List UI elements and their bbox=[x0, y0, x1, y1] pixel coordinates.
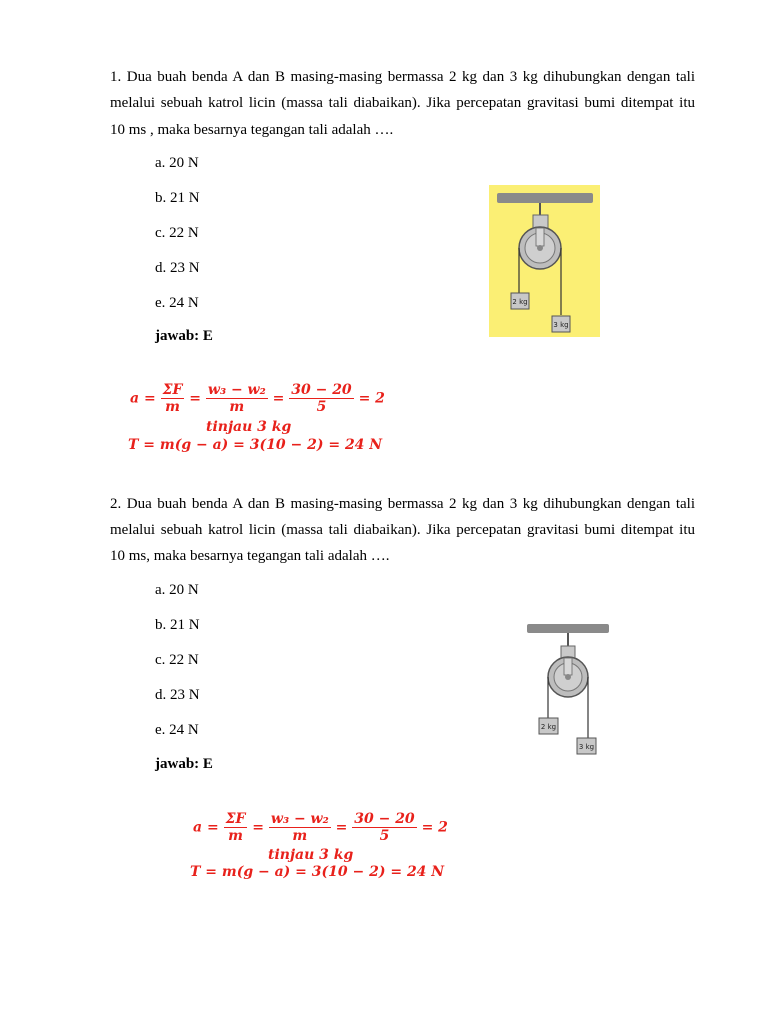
fraction-denominator: m bbox=[292, 828, 308, 844]
question-2-note: tinjau 3 kg bbox=[268, 847, 354, 863]
question-1-line-2: melalui sebuah katrol licin (massa tali diabaikan). Jika percepatan gravitasi bumi ditempat itu bbox=[110, 95, 695, 111]
question-1-note: tinjau 3 kg bbox=[206, 419, 292, 435]
question-2-option-a: a. 20 N bbox=[155, 582, 199, 598]
question-2-pulley-figure bbox=[524, 620, 612, 758]
question-2-line-2: melalui sebuah katrol licin (massa tali diabaikan). Jika percepatan gravitasi bumi ditempat itu bbox=[110, 522, 695, 538]
formula-fraction-weights bbox=[206, 382, 268, 415]
question-1-pulley-figure bbox=[489, 185, 600, 337]
question-2-mass-label-small: 2 kg bbox=[540, 723, 557, 731]
formula-a-lhs: a = bbox=[130, 390, 156, 407]
question-1-mass-label-large: 3 kg bbox=[553, 321, 569, 329]
question-2-tension-formula: T = m(g − a) = 3(10 − 2) = 24 N bbox=[190, 864, 445, 880]
question-1-option-d: d. 23 N bbox=[155, 260, 200, 276]
formula-fraction-weights bbox=[269, 811, 331, 844]
formula-a-result: = 2 bbox=[358, 390, 385, 407]
question-2-line-1: 2. Dua buah benda A dan B masing-masing bermassa 2 kg dan 3 kg dihubungkan dengan tali bbox=[110, 496, 695, 512]
formula-fraction-sum-force bbox=[161, 382, 185, 415]
question-2-acceleration-formula: a = $\frac{\Sigma F}{m}$ = $\frac{\text{w₃ − w₂}}{m}$ = $\frac{30 - 20}{5}$ = 2 bbox=[193, 811, 448, 844]
question-1-answer: jawab: E bbox=[155, 328, 213, 344]
formula-a-lhs: a = bbox=[193, 819, 219, 836]
fraction-denominator: m bbox=[228, 828, 243, 844]
question-1-option-e: e. 24 N bbox=[155, 295, 199, 311]
fraction-numerator: 30 − 20 bbox=[291, 382, 352, 398]
question-1-line-1: 1. Dua buah benda A dan B masing-masing bermassa 2 kg dan 3 kg dihubungkan dengan tali bbox=[110, 69, 695, 85]
fraction-numerator: w₃ − w₂ bbox=[207, 382, 266, 398]
formula-a-result: = 2 bbox=[421, 819, 448, 836]
question-1-acceleration-formula: a = $\frac{\Sigma F}{m}$ = $\frac{\text{w₃ − w₂}}{m}$ = $\frac{30 - 20}{5}$ = 2 bbox=[130, 382, 385, 415]
formula-fraction-sum-force bbox=[224, 811, 248, 844]
question-1-option-b: b. 21 N bbox=[155, 190, 200, 206]
question-2-option-b: b. 21 N bbox=[155, 617, 200, 633]
fraction-numerator: ΣF bbox=[162, 382, 183, 398]
question-1-option-a: a. 20 N bbox=[155, 155, 199, 171]
question-2-option-d: d. 23 N bbox=[155, 687, 200, 703]
question-2-line-3: 10 ms, maka besarnya tegangan tali adalah …. bbox=[110, 548, 390, 564]
fraction-denominator: m bbox=[165, 399, 180, 415]
question-1-tension-formula: T = m(g − a) = 3(10 − 2) = 24 N bbox=[128, 437, 383, 453]
question-1-mass-label-small: 2 kg bbox=[512, 298, 528, 306]
formula-fraction-values bbox=[289, 382, 353, 415]
fraction-denominator: 5 bbox=[316, 399, 327, 415]
fraction-numerator: 30 − 20 bbox=[354, 811, 415, 827]
question-1-line-3: 10 ms , maka besarnya tegangan tali adalah …. bbox=[110, 122, 394, 138]
fraction-denominator: m bbox=[229, 399, 245, 415]
fraction-denominator: 5 bbox=[379, 828, 390, 844]
question-2-option-c: c. 22 N bbox=[155, 652, 199, 668]
fraction-numerator: ΣF bbox=[225, 811, 246, 827]
fraction-numerator: w₃ − w₂ bbox=[270, 811, 329, 827]
question-2-option-e: e. 24 N bbox=[155, 722, 199, 738]
question-2-answer: jawab: E bbox=[155, 756, 213, 772]
question-1-option-c: c. 22 N bbox=[155, 225, 199, 241]
question-2-mass-label-large: 3 kg bbox=[578, 743, 595, 751]
formula-fraction-values bbox=[352, 811, 416, 844]
